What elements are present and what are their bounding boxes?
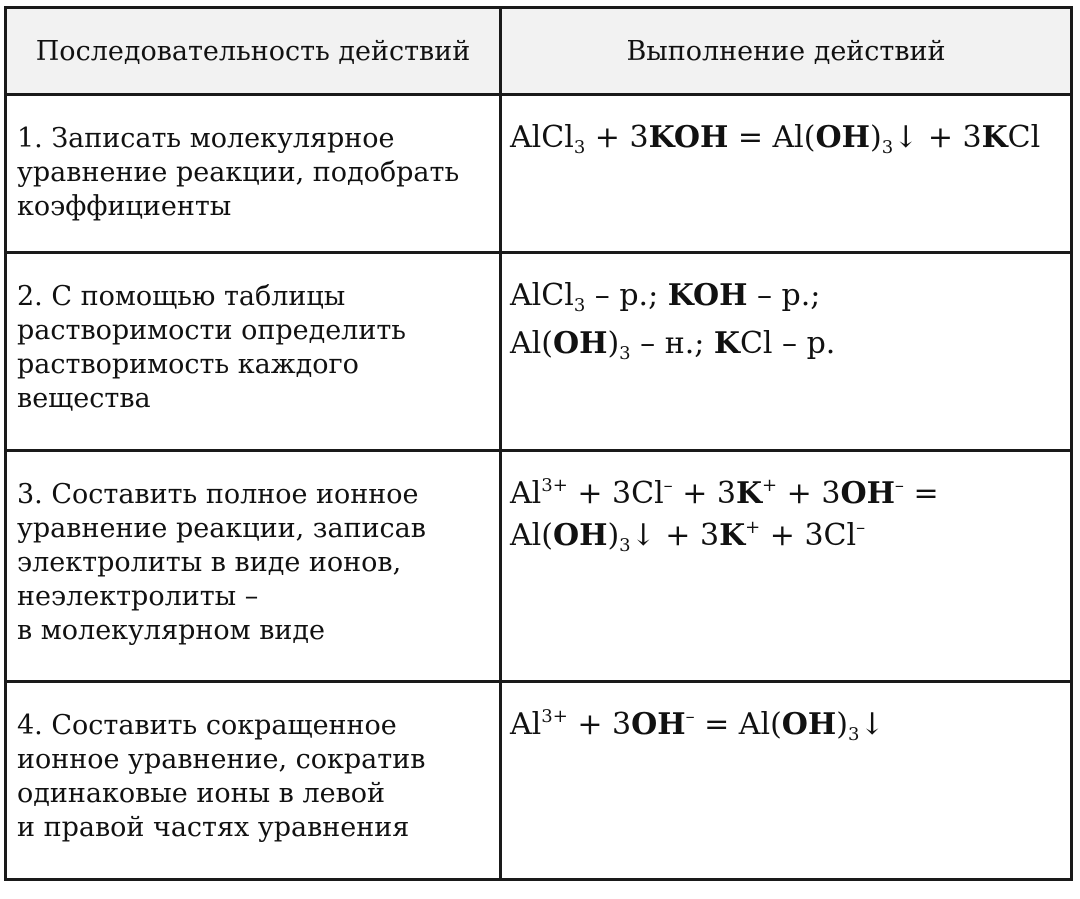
step-cell <box>6 682 501 880</box>
formula-line: $Al(OH)_3↓ + 3K^+ + 3Cl^-$ <box>510 517 866 556</box>
step-cell <box>6 253 501 451</box>
step-text: 2. С помощью таблицы растворимости определить растворимость каждого вещества <box>17 281 406 414</box>
step-cell <box>6 451 501 682</box>
step-text: 4. Составить сокращенное ионное уравнение, сократив одинаковые ионы в левой и правой частях уравнения <box>17 710 426 843</box>
header-sequence-of-actions: Последовательность действий <box>6 8 501 95</box>
step-cell <box>6 95 501 253</box>
formula-line: AlCl$_3$ + $3KOH = Al(OH)_3↓ + 3KCl$ <box>510 120 1041 158</box>
formula-line: $Al^{3+} + 3OH^-$ = $Al(OH)_3↓$ <box>510 706 885 745</box>
step-text: 3. Составить полное ионное уравнение реакции, записав электролиты в виде ионов, неэлектролиты – в молекулярном виде <box>17 479 426 646</box>
table-row <box>6 682 1072 880</box>
table-row <box>6 451 1072 682</box>
table-row <box>6 95 1072 253</box>
formula-text <box>502 96 1070 156</box>
step-text: 1. Записать молекулярное уравнение реакции, подобрать коэффициенты <box>17 123 460 222</box>
table-row <box>6 253 1072 451</box>
formula-line: $Al(OH)_3$ – н.; KCl – р. <box>510 326 836 364</box>
formula-text <box>502 452 1070 554</box>
formula-cell <box>501 682 1072 880</box>
header-execution-of-actions: Выполнение действий <box>501 8 1072 95</box>
formula-text <box>502 254 1070 362</box>
table-header-row <box>6 8 1072 95</box>
formula-line: AlCl$_3$ – р.; KOH – р.; <box>510 278 821 316</box>
formula-line: $Al^{3+} + 3Cl^- + 3K^+ + 3OH^-$ = <box>510 475 939 511</box>
formula-text <box>502 683 1070 743</box>
ionic-equation-table <box>4 6 1073 881</box>
formula-cell <box>501 95 1072 253</box>
reaction-steps-sheet <box>4 6 1076 896</box>
formula-cell <box>501 451 1072 682</box>
formula-cell <box>501 253 1072 451</box>
